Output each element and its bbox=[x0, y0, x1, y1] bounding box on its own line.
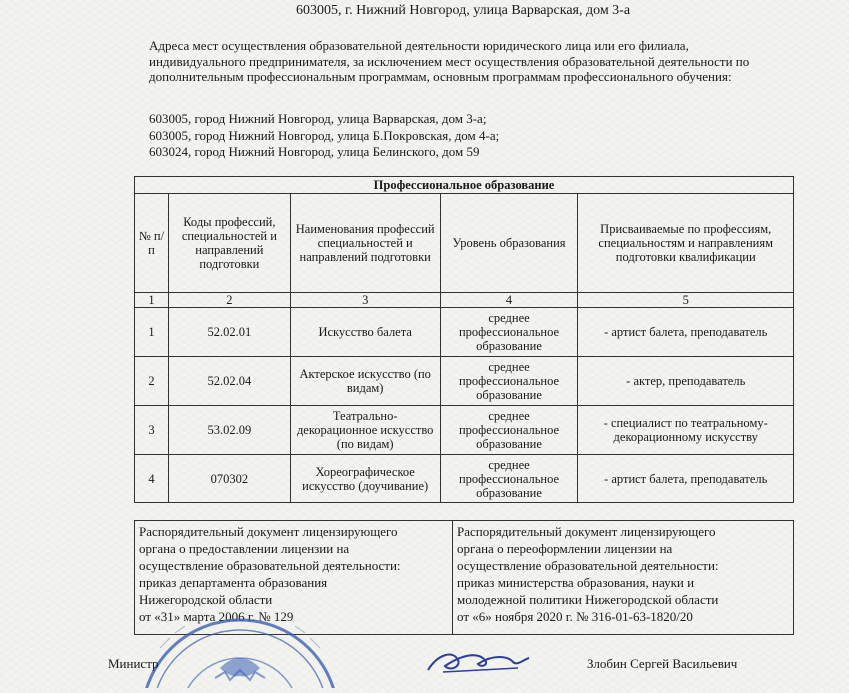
doc-line: Нижегородской области bbox=[139, 592, 273, 607]
row-level: среднее профессиональное образование bbox=[440, 308, 578, 357]
row-name: Театрально-декорационное искусство (по видам) bbox=[290, 406, 440, 455]
row-number: 2 bbox=[135, 357, 169, 406]
doc-line: органа о переоформлении лицензии на bbox=[457, 541, 673, 556]
row-qualification: - актер, преподаватель bbox=[578, 357, 794, 406]
column-number: 4 bbox=[440, 293, 578, 308]
row-level: среднее профессиональное образование bbox=[440, 455, 578, 503]
table-row bbox=[135, 357, 794, 406]
signer-name: Злобин Сергей Васильевич bbox=[587, 656, 738, 671]
intro-paragraph: Адреса мест осуществления образовательной деятельности юридического лица или его филиала, индивидуального предпринимателя, за исключением мест осуществления образовательной деятельности по дополнительным профессиональным программам, основным программам профессионального обучения: bbox=[149, 38, 750, 84]
column-number: 2 bbox=[168, 293, 290, 308]
minister-title: Министр bbox=[108, 656, 159, 671]
column-header: Присваиваемые по профессиям, специальностям и направлениям подготовки квалификации bbox=[578, 194, 794, 293]
table-row bbox=[135, 308, 794, 357]
row-qualification: - специалист по театральному-декорационному искусству bbox=[578, 406, 794, 455]
doc-line: молодежной политики Нижегородской области bbox=[457, 592, 719, 607]
doc-line: Распорядительный документ лицензирующего bbox=[139, 524, 398, 539]
seal-stamp-icon bbox=[140, 608, 340, 693]
doc-line: органа о предоставлении лицензии на bbox=[139, 541, 350, 556]
row-name: Актерское искусство (по видам) bbox=[290, 357, 440, 406]
doc-line: осуществление образовательной деятельности: bbox=[457, 558, 719, 573]
doc-line: Распорядительный документ лицензирующего bbox=[457, 524, 716, 539]
organization-address: 603005, г. Нижний Новгород, улица Варварская, дом 3-а bbox=[296, 3, 631, 18]
row-code: 52.02.01 bbox=[168, 308, 290, 357]
doc-line: приказ департамента образования bbox=[139, 575, 328, 590]
doc-line: осуществление образовательной деятельности: bbox=[139, 558, 401, 573]
table-row bbox=[135, 406, 794, 455]
row-name: Хореографическое искусство (доучивание) bbox=[290, 455, 440, 503]
column-header: Коды профессий, специальностей и направлений подготовки bbox=[168, 194, 290, 293]
doc-line: приказ министерства образования, науки и bbox=[457, 575, 695, 590]
row-code: 53.02.09 bbox=[168, 406, 290, 455]
address-item: 603024, город Нижний Новгород, улица Белинского, дом 59 bbox=[149, 144, 480, 159]
license-reissue-document bbox=[452, 520, 794, 635]
column-number: 1 bbox=[135, 293, 169, 308]
row-number: 1 bbox=[135, 308, 169, 357]
address-list bbox=[149, 111, 499, 161]
column-header: Наименования профессий специальностей и направлений подготовки bbox=[290, 194, 440, 293]
row-number: 4 bbox=[135, 455, 169, 503]
row-level: среднее профессиональное образование bbox=[440, 357, 578, 406]
row-level: среднее профессиональное образование bbox=[440, 406, 578, 455]
row-code: 070302 bbox=[168, 455, 290, 503]
column-header: № п/п bbox=[135, 194, 169, 293]
doc-line: от «31» марта 2006 г. № 129 bbox=[139, 609, 294, 624]
column-number: 3 bbox=[290, 293, 440, 308]
professional-education-table bbox=[134, 176, 794, 503]
table-row bbox=[135, 455, 794, 503]
row-qualification: - артист балета, преподаватель bbox=[578, 455, 794, 503]
column-header: Уровень образования bbox=[440, 194, 578, 293]
table-caption: Профессиональное образование bbox=[135, 177, 794, 194]
column-number: 5 bbox=[578, 293, 794, 308]
row-name: Искусство балета bbox=[290, 308, 440, 357]
row-qualification: - артист балета, преподаватель bbox=[578, 308, 794, 357]
address-item: 603005, город Нижний Новгород, улица Б.Покровская, дом 4-а; bbox=[149, 127, 500, 143]
address-item: 603005, город Нижний Новгород, улица Варварская, дом 3-а; bbox=[149, 111, 487, 126]
row-code: 52.02.04 bbox=[168, 357, 290, 406]
doc-line: от «6» ноября 2020 г. № 316-01-63-1820/20 bbox=[457, 609, 693, 624]
row-number: 3 bbox=[135, 406, 169, 455]
